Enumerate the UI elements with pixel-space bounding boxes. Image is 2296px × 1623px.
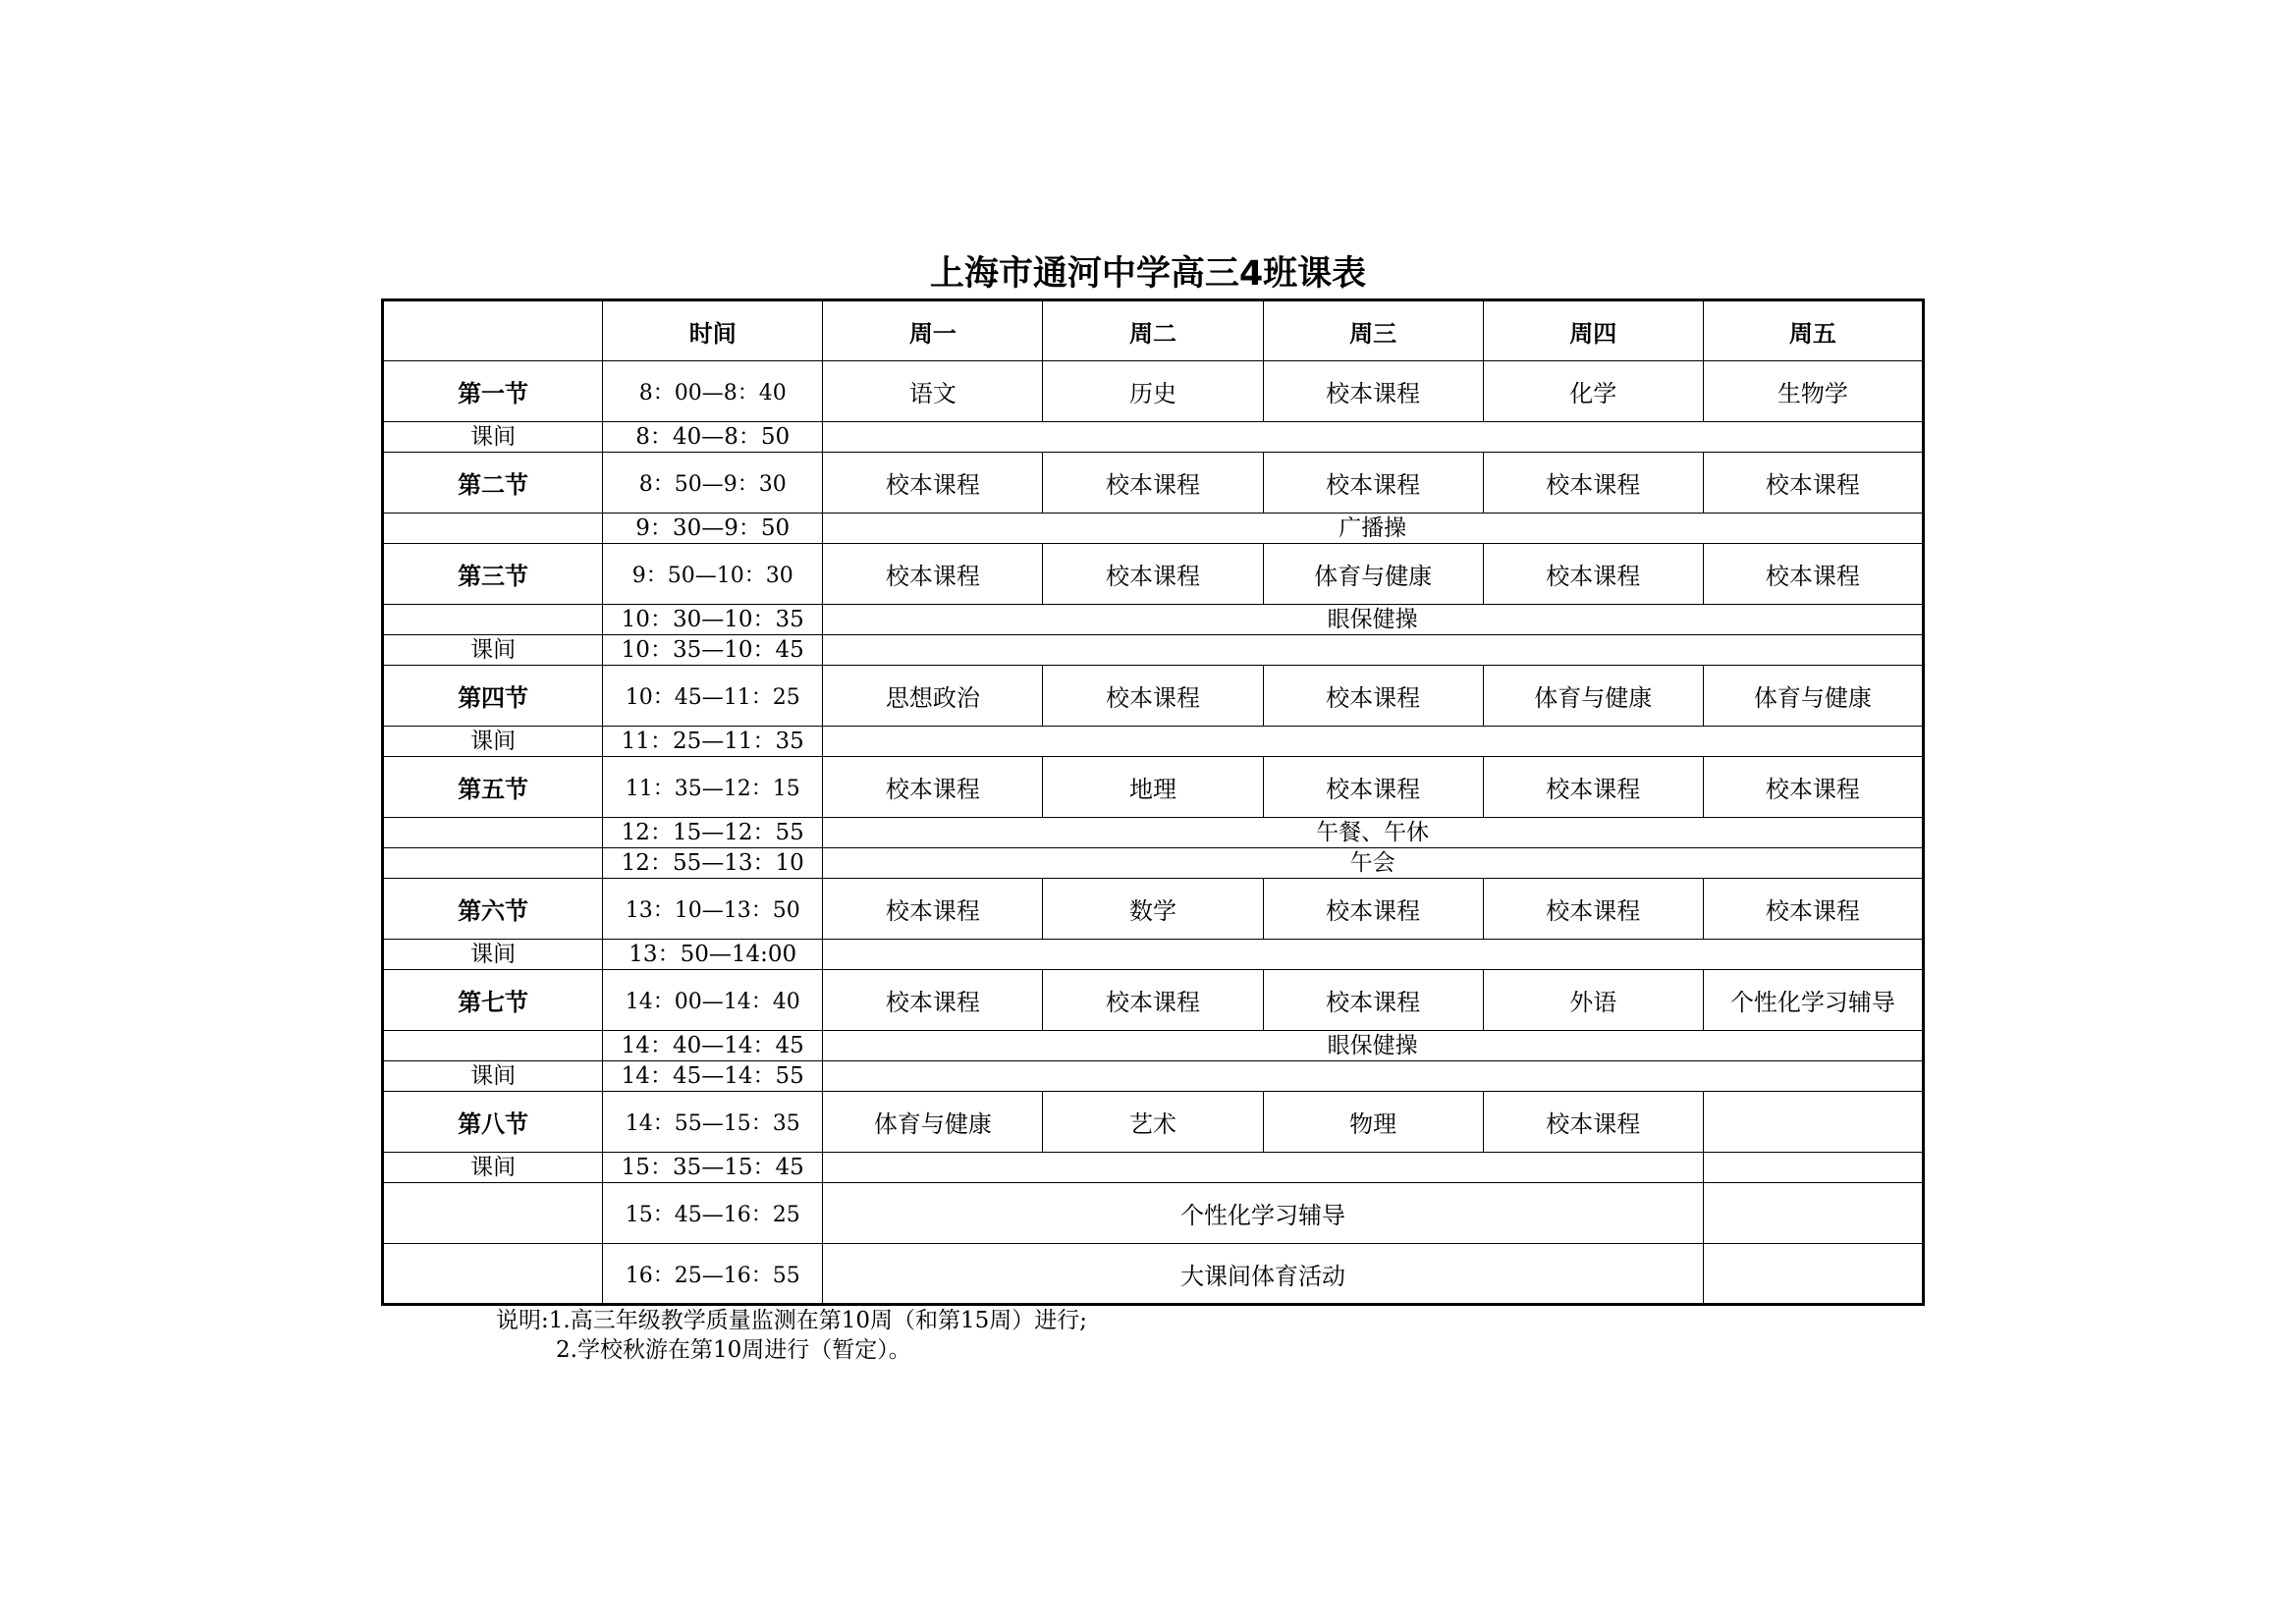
break-row [383,422,1924,453]
period-label [383,514,603,544]
empty-cell [1703,1153,1923,1183]
period-label: 第八节 [383,1092,603,1153]
period-label [383,605,603,635]
header-cell: 周四 [1483,300,1703,361]
course-cell: 校本课程 [1043,666,1263,727]
period-label: 课间 [383,727,603,757]
time-cell: 13：10—13：50 [603,879,823,940]
lesson-row [383,1092,1924,1153]
period-label: 课间 [383,940,603,970]
time-cell: 14：00—14：40 [603,970,823,1031]
period-label: 课间 [383,635,603,666]
activity-cell [823,635,1924,666]
activity-cell: 个性化学习辅导 [823,1183,1704,1244]
time-cell: 10：35—10：45 [603,635,823,666]
activity-cell: 午餐、午休 [823,818,1924,848]
lesson-row [383,757,1924,818]
break-row [383,818,1924,848]
course-cell: 校本课程 [1263,361,1483,422]
course-cell: 校本课程 [1483,757,1703,818]
period-label: 第一节 [383,361,603,422]
activity-cell: 眼保健操 [823,1031,1924,1061]
lesson-row [383,453,1924,514]
break-row [383,1183,1924,1244]
timetable [381,298,1925,1306]
course-cell: 校本课程 [823,544,1043,605]
period-label: 第四节 [383,666,603,727]
activity-cell: 广播操 [823,514,1924,544]
activity-cell [823,727,1924,757]
break-row [383,1031,1924,1061]
header-cell: 时间 [603,300,823,361]
break-row [383,727,1924,757]
course-cell: 数学 [1043,879,1263,940]
course-cell: 个性化学习辅导 [1703,970,1923,1031]
course-cell: 校本课程 [1703,544,1923,605]
time-cell: 8：40—8：50 [603,422,823,453]
time-cell: 11：35—12：15 [603,757,823,818]
course-cell: 校本课程 [1263,666,1483,727]
course-cell: 体育与健康 [1703,666,1923,727]
course-cell: 校本课程 [823,970,1043,1031]
time-cell: 11：25—11：35 [603,727,823,757]
course-cell: 艺术 [1043,1092,1263,1153]
period-label: 第三节 [383,544,603,605]
activity-cell [823,422,1924,453]
activity-cell: 午会 [823,848,1924,879]
lesson-row [383,544,1924,605]
course-cell: 思想政治 [823,666,1043,727]
time-cell: 13：50—14:00 [603,940,823,970]
activity-cell [823,1061,1924,1092]
course-cell: 体育与健康 [1483,666,1703,727]
time-cell: 14：55—15：35 [603,1092,823,1153]
course-cell: 校本课程 [1483,1092,1703,1153]
course-cell: 校本课程 [1263,453,1483,514]
note-line-2: 2.学校秋游在第10周进行（暂定）。 [556,1337,911,1363]
time-cell: 8：00—8：40 [603,361,823,422]
course-cell: 校本课程 [823,757,1043,818]
period-label [383,848,603,879]
lesson-row [383,970,1924,1031]
course-cell: 校本课程 [823,453,1043,514]
header-cell: 周三 [1263,300,1483,361]
time-cell: 15：35—15：45 [603,1153,823,1183]
break-row [383,1244,1924,1305]
break-row [383,605,1924,635]
course-cell: 校本课程 [1703,757,1923,818]
break-row [383,848,1924,879]
period-label: 第六节 [383,879,603,940]
course-cell: 体育与健康 [1263,544,1483,605]
time-cell: 16：25—16：55 [603,1244,823,1305]
activity-cell: 眼保健操 [823,605,1924,635]
time-cell: 12：55—13：10 [603,848,823,879]
course-cell: 语文 [823,361,1043,422]
time-cell: 8：50—9：30 [603,453,823,514]
activity-cell: 大课间体育活动 [823,1244,1704,1305]
course-cell: 地理 [1043,757,1263,818]
time-cell: 9：50—10：30 [603,544,823,605]
header-cell: 周五 [1703,300,1923,361]
header-cell: 周一 [823,300,1043,361]
course-cell: 校本课程 [1703,879,1923,940]
course-cell: 生物学 [1703,361,1923,422]
course-cell: 校本课程 [1483,879,1703,940]
course-cell: 体育与健康 [823,1092,1043,1153]
lesson-row [383,666,1924,727]
time-cell: 15：45—16：25 [603,1183,823,1244]
course-cell: 外语 [1483,970,1703,1031]
course-cell: 校本课程 [1263,879,1483,940]
course-cell: 物理 [1263,1092,1483,1153]
time-cell: 14：45—14：55 [603,1061,823,1092]
course-cell: 校本课程 [1263,757,1483,818]
course-cell: 化学 [1483,361,1703,422]
period-label: 课间 [383,422,603,453]
time-cell: 10：45—11：25 [603,666,823,727]
break-row [383,1153,1924,1183]
period-label [383,1183,603,1244]
period-label [383,1244,603,1305]
course-cell [1703,1092,1923,1153]
header-row [383,300,1924,361]
break-row [383,940,1924,970]
break-row [383,635,1924,666]
header-corner-cell [383,300,603,361]
header-cell: 周二 [1043,300,1263,361]
course-cell: 校本课程 [1043,453,1263,514]
course-cell: 校本课程 [1043,544,1263,605]
course-cell: 校本课程 [823,879,1043,940]
period-label: 课间 [383,1153,603,1183]
course-cell: 校本课程 [1483,453,1703,514]
empty-cell [1703,1183,1923,1244]
period-label [383,818,603,848]
time-cell: 9：30—9：50 [603,514,823,544]
course-cell: 校本课程 [1703,453,1923,514]
time-cell: 14：40—14：45 [603,1031,823,1061]
empty-cell [1703,1244,1923,1305]
course-cell: 校本课程 [1043,970,1263,1031]
activity-cell [823,940,1924,970]
break-row [383,514,1924,544]
activity-cell [823,1153,1704,1183]
lesson-row [383,361,1924,422]
time-cell: 10：30—10：35 [603,605,823,635]
course-cell: 校本课程 [1263,970,1483,1031]
break-row [383,1061,1924,1092]
period-label: 第二节 [383,453,603,514]
note-line-1: 说明:1.高三年级教学质量监测在第10周（和第15周）进行; [496,1308,1087,1333]
course-cell: 校本课程 [1483,544,1703,605]
course-cell: 历史 [1043,361,1263,422]
time-cell: 12：15—12：55 [603,818,823,848]
period-label [383,1031,603,1061]
lesson-row [383,879,1924,940]
period-label: 第五节 [383,757,603,818]
period-label: 第七节 [383,970,603,1031]
page-title: 上海市通河中学高三4班课表 [929,254,1367,294]
period-label: 课间 [383,1061,603,1092]
